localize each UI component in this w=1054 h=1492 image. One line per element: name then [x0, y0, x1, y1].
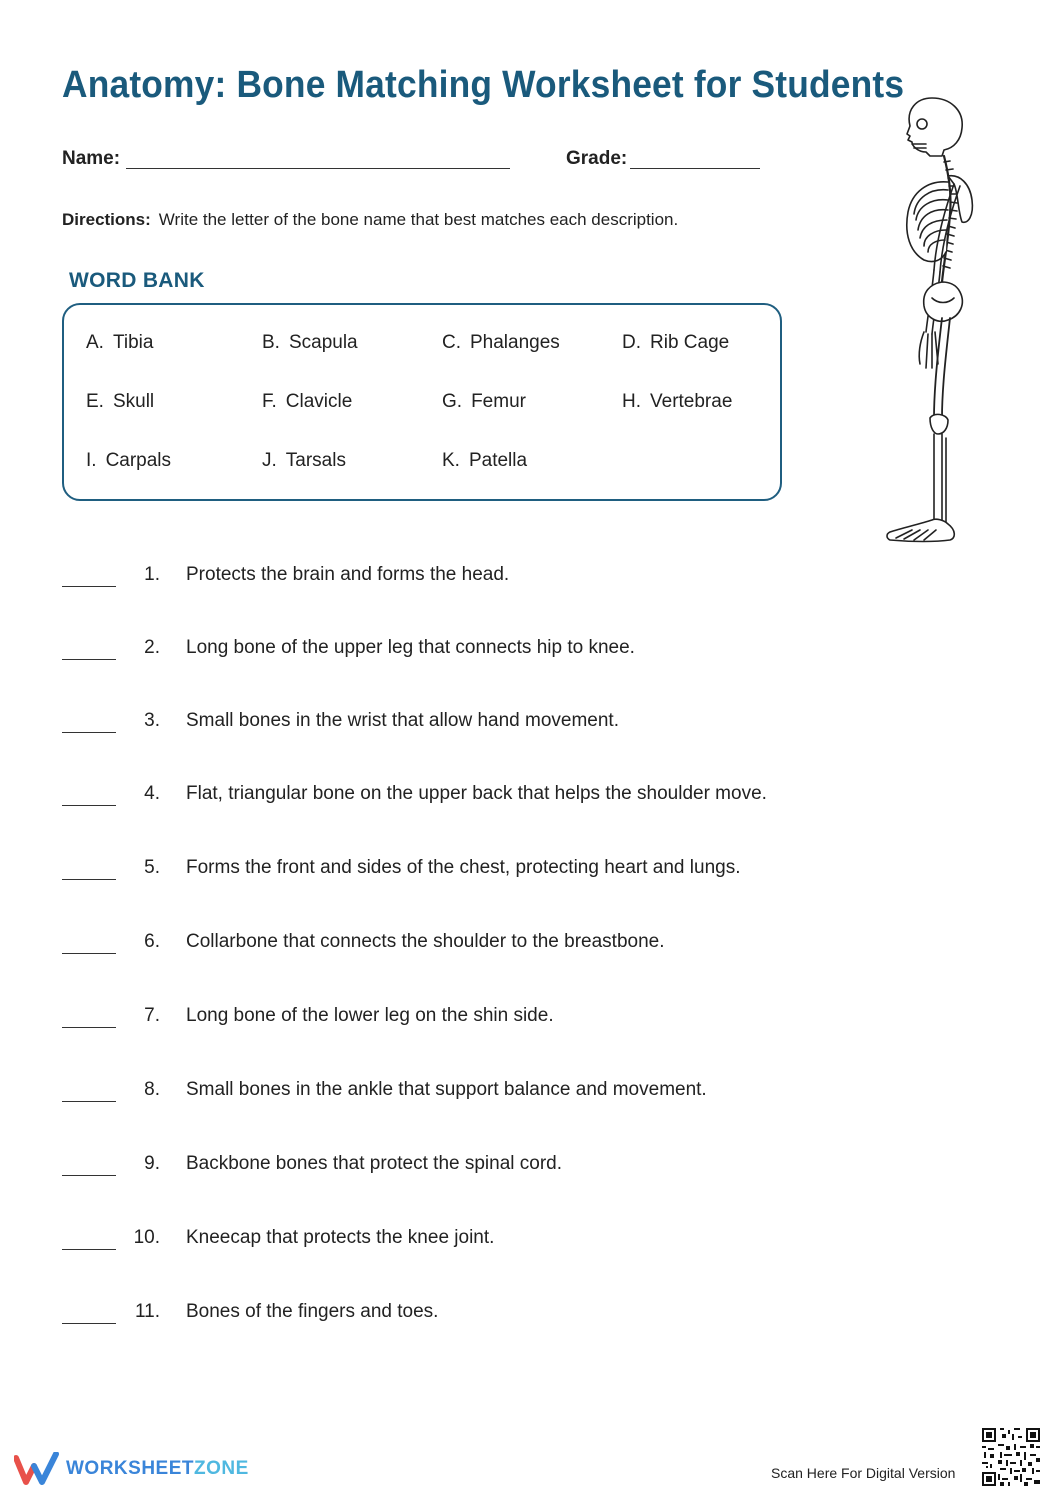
word-bank-name: Scapula — [288, 332, 358, 353]
answer-blank[interactable] — [62, 659, 116, 660]
question-row — [62, 1005, 822, 1037]
word-bank-name: Clavicle — [285, 391, 353, 412]
word-bank-name: Carpals — [105, 450, 172, 471]
question-row — [62, 1227, 822, 1259]
question-number: 3. — [144, 710, 160, 731]
word-bank-item — [442, 391, 526, 413]
question-number: 11. — [134, 1301, 160, 1322]
word-bank-letter: F. — [262, 391, 277, 412]
word-bank-name: Femur — [471, 391, 526, 412]
page-title: Anatomy: Bone Matching Worksheet for Students — [62, 64, 905, 106]
word-bank-name: Patella — [468, 450, 528, 471]
question-text: Long bone of the lower leg on the shin side. — [186, 1005, 554, 1026]
question-row — [62, 857, 822, 889]
word-bank-name: Vertebrae — [650, 391, 733, 412]
question-text: Protects the brain and forms the head. — [186, 564, 510, 585]
question-text: Forms the front and sides of the chest, protecting heart and lungs. — [186, 857, 741, 878]
word-bank-heading: WORD BANK — [69, 269, 205, 292]
question-text: Small bones in the wrist that allow hand movement. — [186, 710, 619, 731]
answer-blank[interactable] — [62, 1175, 116, 1176]
question-number: 4. — [144, 783, 160, 804]
question-row — [62, 931, 822, 963]
answer-blank[interactable] — [62, 732, 116, 733]
name-field[interactable] — [126, 168, 510, 169]
word-bank-item — [86, 391, 154, 413]
question-number: 8. — [144, 1079, 160, 1100]
word-bank-letter: G. — [442, 391, 463, 412]
grade-label: Grade: — [566, 148, 628, 169]
qr-code-icon[interactable] — [982, 1428, 1040, 1486]
question-number: 7. — [144, 1005, 160, 1026]
word-bank-item — [262, 332, 358, 354]
word-bank-letter: E. — [86, 391, 104, 412]
grade-field[interactable] — [630, 168, 760, 169]
word-bank-letter: I. — [86, 450, 97, 471]
word-bank-name: Tibia — [112, 332, 154, 353]
question-text: Bones of the fingers and toes. — [186, 1301, 439, 1322]
word-bank-item — [262, 450, 346, 472]
scan-text: Scan Here For Digital Version — [771, 1465, 956, 1481]
directions-label: Directions: — [62, 210, 151, 229]
question-text: Backbone bones that protect the spinal cord. — [186, 1153, 563, 1174]
directions-text: Write the letter of the bone name that best matches each description. — [158, 210, 679, 229]
word-bank-item — [622, 332, 729, 354]
question-row — [62, 1301, 822, 1333]
worksheetzone-logo[interactable] — [14, 1452, 249, 1486]
question-number: 9. — [144, 1153, 160, 1174]
answer-blank[interactable] — [62, 1323, 116, 1324]
answer-blank[interactable] — [62, 1101, 116, 1102]
word-bank-item — [442, 332, 560, 354]
question-row — [62, 1153, 822, 1185]
word-bank-item — [622, 391, 732, 413]
question-number: 1. — [144, 564, 160, 585]
word-bank-item — [86, 332, 153, 354]
answer-blank[interactable] — [62, 879, 116, 880]
question-row — [62, 564, 822, 596]
word-bank-name: Rib Cage — [650, 332, 730, 353]
word-bank-letter: C. — [442, 332, 461, 353]
word-bank-letter: J. — [262, 450, 277, 471]
worksheetzone-logo-icon — [14, 1452, 60, 1486]
question-row — [62, 1079, 822, 1111]
question-text: Flat, triangular bone on the upper back that helps the shoulder move. — [186, 783, 767, 804]
word-bank-item — [262, 391, 352, 413]
word-bank-letter: K. — [442, 450, 460, 471]
question-number: 5. — [144, 857, 160, 878]
logo-text-part2: ZONE — [194, 1458, 249, 1479]
logo-text-part1: WORKSHEET — [66, 1458, 194, 1479]
question-row — [62, 637, 822, 669]
question-text: Collarbone that connects the shoulder to the breastbone. — [186, 931, 665, 952]
word-bank-name: Skull — [112, 391, 155, 412]
question-text: Long bone of the upper leg that connects hip to knee. — [186, 637, 635, 658]
word-bank-letter: B. — [262, 332, 280, 353]
question-text: Kneecap that protects the knee joint. — [186, 1227, 495, 1248]
word-bank-letter: D. — [622, 332, 641, 353]
word-bank-letter: A. — [86, 332, 104, 353]
logo-text — [66, 1458, 249, 1480]
word-bank-item — [86, 450, 171, 472]
answer-blank[interactable] — [62, 1027, 116, 1028]
directions — [62, 210, 678, 230]
skeleton-illustration — [872, 92, 984, 550]
question-row — [62, 710, 822, 742]
answer-blank[interactable] — [62, 953, 116, 954]
answer-blank[interactable] — [62, 586, 116, 587]
answer-blank[interactable] — [62, 805, 116, 806]
answer-blank[interactable] — [62, 1249, 116, 1250]
word-bank-letter: H. — [622, 391, 641, 412]
question-number: 2. — [144, 637, 160, 658]
word-bank-name: Tarsals — [285, 450, 346, 471]
question-number: 6. — [144, 931, 160, 952]
question-row — [62, 783, 822, 815]
question-text: Small bones in the ankle that support balance and movement. — [186, 1079, 707, 1100]
word-bank-box — [62, 303, 782, 501]
word-bank-item — [442, 450, 527, 472]
name-label: Name: — [62, 148, 121, 169]
question-number: 10. — [133, 1227, 160, 1248]
word-bank-name: Phalanges — [470, 332, 560, 353]
